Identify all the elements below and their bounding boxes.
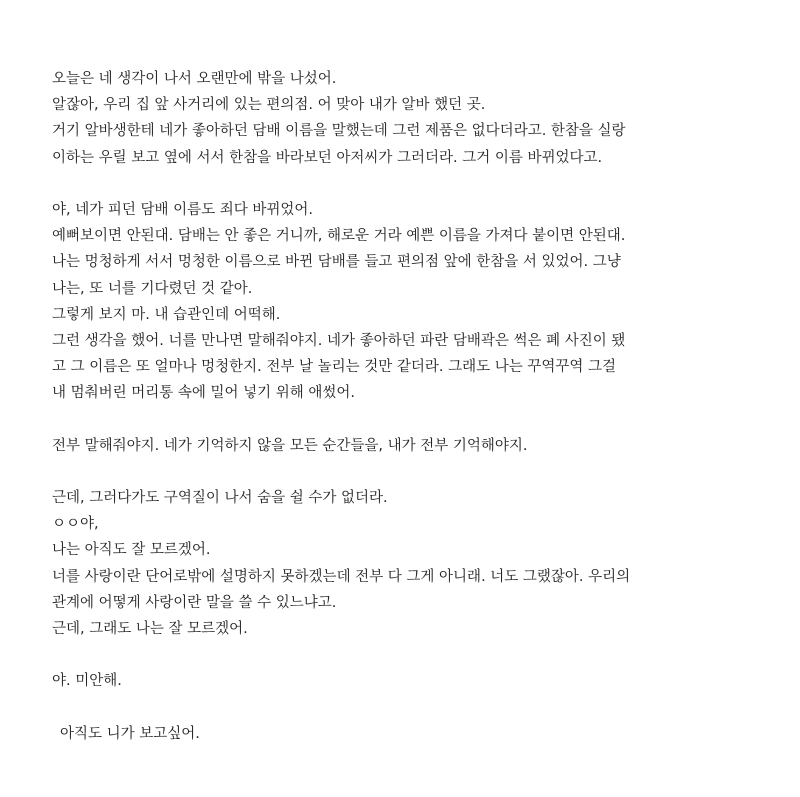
- text-line: 전부 말해줘야지. 네가 기억하지 않을 모든 순간들을, 내가 전부 기억해야지.: [52, 437, 528, 454]
- text-line: 예뻐보이면 안된대. 담배는 안 좋은 거니까, 해로운 거라 예쁜 이름을 가져다 붙이면 안된대.: [52, 228, 626, 245]
- text-line: 관계에 어떻게 사랑이란 말을 쓸 수 있느냐고.: [52, 594, 337, 611]
- text-line: 야. 미안해.: [52, 673, 122, 690]
- paragraph: [52, 668, 757, 694]
- paragraph-gap: [52, 171, 757, 197]
- text-line: 야, 네가 피던 담배 이름도 죄다 바뀌었어.: [52, 201, 313, 218]
- text-line: 내 멈춰버린 머리통 속에 밀어 넣기 위해 애썼어.: [52, 385, 356, 402]
- text-line: 거기 알바생한테 네가 좋아하던 담배 이름을 말했는데 그런 제품은 없다더라고. 한참을 실랑: [52, 123, 626, 140]
- text-line: 고 그 이름은 또 얼마나 멍청한지. 전부 날 놀리는 것만 같더라. 그래도 나는 꾸역꾸역 그걸: [52, 359, 616, 376]
- text-line: 나는 멍청하게 서서 멍청한 이름으로 바뀐 담배를 들고 편의점 앞에 한참을 서 있었어. 그냥: [52, 254, 621, 271]
- text-line: 나는, 또 너를 기다렸던 것 같아.: [52, 280, 253, 297]
- closing-line: 아직도 니가 보고싶어.: [60, 725, 200, 742]
- text-line: 나는 아직도 잘 모르겠어.: [52, 542, 211, 559]
- paragraph: [52, 433, 757, 459]
- paragraph-gap: [52, 695, 757, 721]
- text-line: 그런 생각을 했어. 너를 만나면 말해줘야지. 네가 좋아하던 파란 담배곽은 썩은 폐 사진이 됐: [52, 332, 626, 349]
- closing-paragraph: [52, 721, 757, 747]
- paragraph: [52, 485, 757, 642]
- text-line: 이하는 우릴 보고 옆에 서서 한참을 바라보던 아저씨가 그러더라. 그거 이름 바뀌었다고.: [52, 149, 603, 166]
- text-line: 너를 사랑이란 단어로밖에 설명하지 못하겠는데 전부 다 그게 아니래. 너도 그랬잖아. 우리의: [52, 568, 631, 585]
- text-line: 오늘은 네 생각이 나서 오랜만에 밖을 나섰어.: [52, 71, 337, 87]
- paragraph-gap: [52, 642, 757, 668]
- paragraph-gap: [52, 459, 757, 485]
- text-line: 근데, 그러다가도 구역질이 나서 숨을 쉴 수가 없더라.: [52, 490, 388, 506]
- text-line: ㅇㅇ야,: [52, 516, 99, 533]
- paragraph: [52, 197, 757, 407]
- paragraph-gap: [52, 406, 757, 432]
- document-body: [52, 66, 757, 747]
- paragraph: [52, 66, 757, 171]
- text-line: 알잖아, 우리 집 앞 사거리에 있는 편의점. 어 맞아 내가 알바 했던 곳.: [52, 97, 486, 114]
- text-line: 그렇게 보지 마. 내 습관인데 어떡해.: [52, 306, 281, 323]
- text-line: 근데, 그래도 나는 잘 모르겠어.: [52, 620, 248, 637]
